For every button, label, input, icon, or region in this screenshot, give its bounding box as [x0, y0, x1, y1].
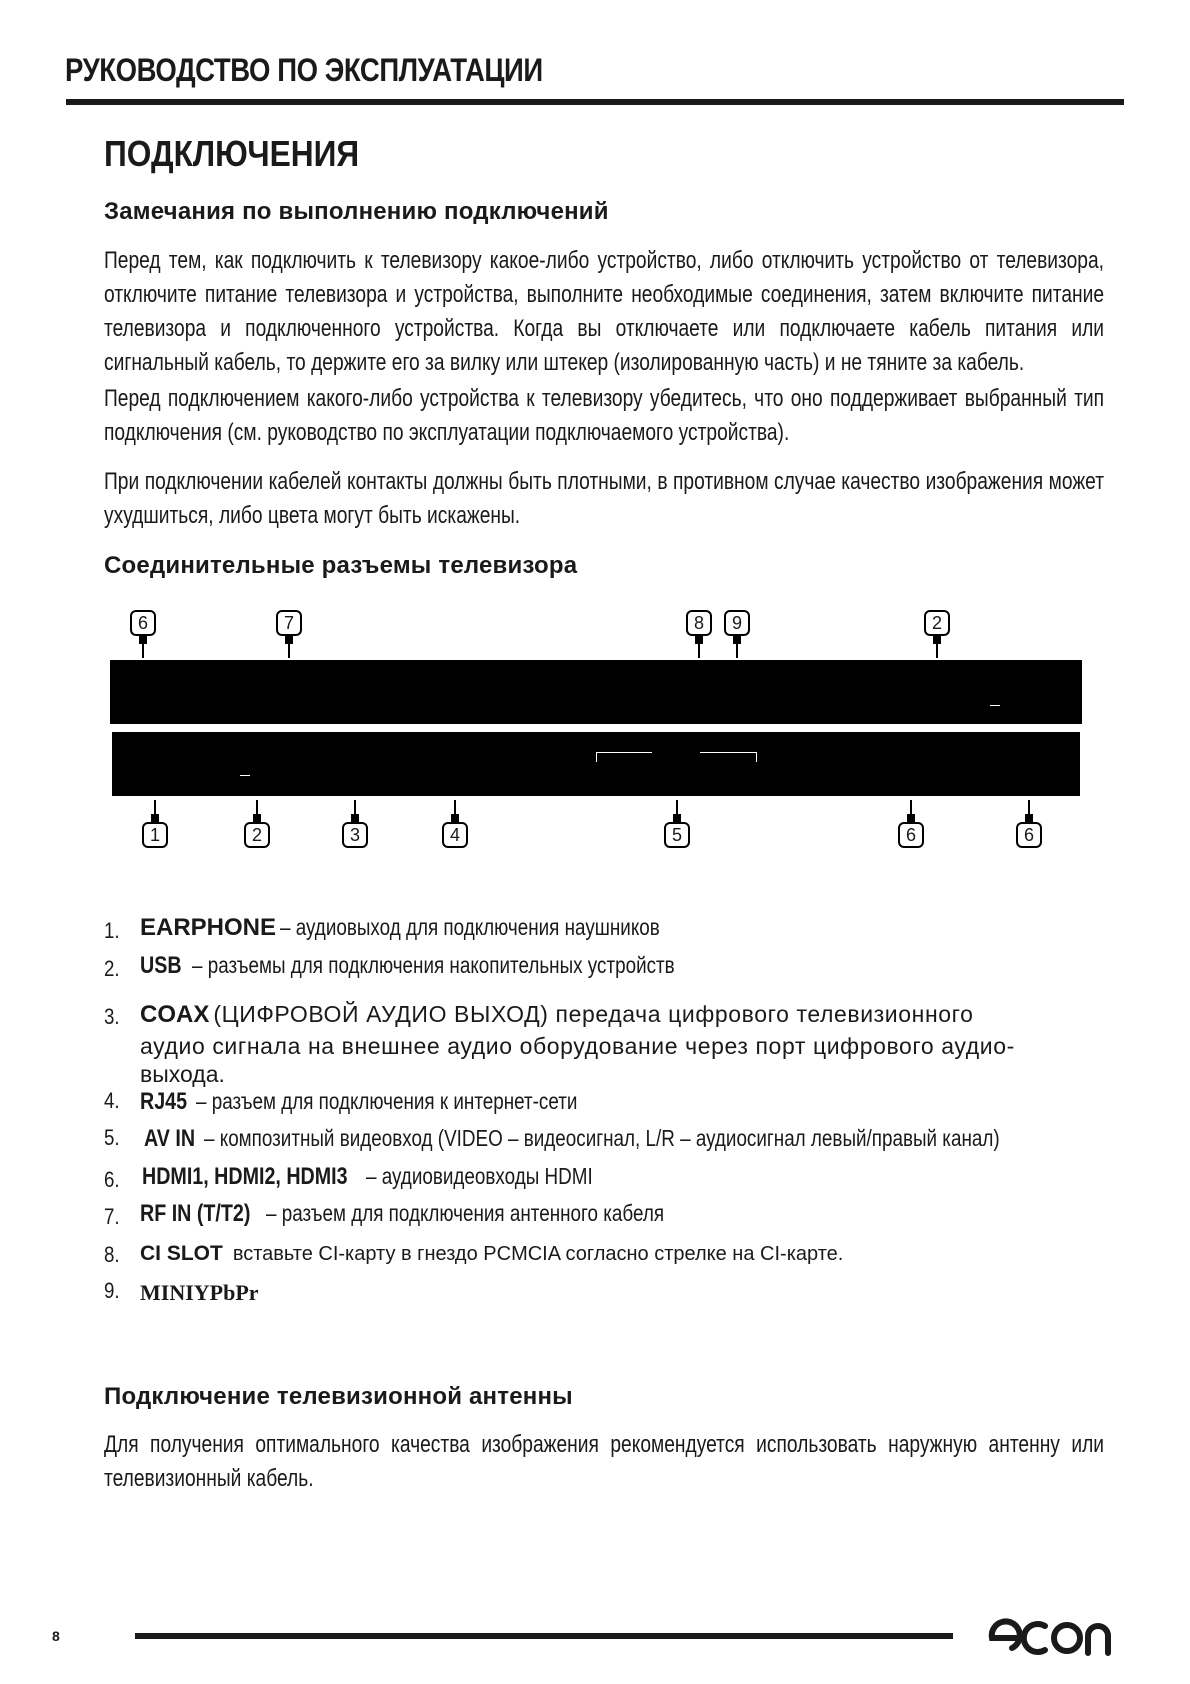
connector-name: AV IN — [144, 1125, 196, 1152]
callout-bottom-3: 3 — [342, 822, 368, 848]
callout-marker — [1025, 814, 1033, 822]
rear-panel-top — [110, 660, 1082, 724]
list-number: 1. — [104, 918, 120, 943]
callout-bottom-1: 1 — [142, 822, 168, 848]
list-number: 8. — [104, 1242, 120, 1267]
notes-heading: Замечания по выполнению подключений — [104, 198, 609, 225]
connector-name: COAX — [140, 1001, 210, 1028]
list-number: 7. — [104, 1204, 120, 1229]
connector-name: USB — [140, 952, 182, 979]
econ-logo — [985, 1608, 1115, 1663]
callout-bottom-4: 4 — [442, 822, 468, 848]
connector-desc: – аудиовыход для подключения наушников — [280, 914, 660, 940]
callout-top-9: 9 — [724, 610, 750, 636]
callout-top-8: 8 — [686, 610, 712, 636]
connector-desc: – композитный видеовход (VIDEO – видеосигнал, L/R – аудиосигнал левый/правый канал) — [204, 1125, 1000, 1151]
list-number: 6. — [104, 1167, 120, 1192]
list-number: 5. — [104, 1125, 120, 1150]
section-title: ПОДКЛЮЧЕНИЯ — [104, 133, 360, 174]
callout-marker — [151, 814, 159, 822]
callout-marker — [673, 814, 681, 822]
header-title: РУКОВОДСТВО ПО ЭКСПЛУАТАЦИИ — [65, 52, 543, 88]
callout-top-6: 6 — [130, 610, 156, 636]
av-in-bracket — [596, 752, 652, 753]
connector-desc: – разъем для подключения антенного кабеля — [266, 1200, 665, 1226]
page-number: 8 — [52, 1628, 60, 1644]
connector-desc: – разъемы для подключения накопительных устройств — [192, 952, 675, 978]
connector-desc: вставьте CI-карту в гнездо PCMCIA согласно стрелке на CI-карте. — [232, 1243, 844, 1265]
callout-marker — [253, 814, 261, 822]
connector-name: MINIYPbPr — [140, 1280, 259, 1305]
callout-bottom-2: 2 — [244, 822, 270, 848]
callout-marker — [907, 814, 915, 822]
callout-top-7: 7 — [276, 610, 302, 636]
list-number: 4. — [104, 1088, 120, 1113]
connector-name: RF IN (T/T2) — [140, 1200, 251, 1227]
list-number: 9. — [104, 1278, 120, 1303]
callout-leader — [736, 640, 738, 658]
connector-desc: аудио сигнала на внешнее аудио оборудование через порт цифрового аудио- — [140, 1033, 1015, 1059]
connector-desc: выхода. — [140, 1061, 225, 1087]
notes-paragraph-3: При подключении кабелей контакты должны быть плотными, в противном случае качество изображения может ухудшиться, либо цвета могут быть искажены. — [104, 468, 1104, 529]
connector-diagram — [110, 610, 1090, 880]
callout-bottom-6b: 6 — [1016, 822, 1042, 848]
notes-paragraph-2: Перед подключением какого-либо устройства к телевизору убедитесь, что оно поддерживает выбранный тип подключения (см. руководство по эксплуатации подключаемого устройства). — [104, 385, 1104, 446]
connector-desc: – аудиовидеовходы HDMI — [366, 1163, 593, 1189]
callout-marker — [451, 814, 459, 822]
connector-name: HDMI1, HDMI2, HDMI3 — [142, 1163, 348, 1190]
connector-name: CI SLOT — [140, 1242, 223, 1265]
connector-name: EARPHONE — [140, 914, 277, 941]
list-number: 2. — [104, 956, 120, 981]
panel-mark — [240, 775, 250, 776]
list-number: 3. — [104, 1004, 120, 1029]
callout-top-2: 2 — [924, 610, 950, 636]
connector-name: RJ45 — [140, 1088, 188, 1115]
callout-marker — [351, 814, 359, 822]
callout-leader — [936, 640, 938, 658]
rear-panel-bottom — [112, 732, 1080, 796]
av-in-bracket — [756, 752, 757, 762]
av-in-bracket — [596, 752, 597, 762]
panel-mark — [990, 705, 1000, 706]
notes-paragraph-1: Перед тем, как подключить к телевизору какое-либо устройство, либо отключить устройство от телевизора, отключите питание телевизора и устройства, выполните необходимые соединения, затем включите питание телевизора и подключенного устройства. Когда вы отключаете или подключаете кабель питания или сигнальный кабель, то держите его за вилку или штекер (изолированную часть) и не тяните за кабель. — [104, 247, 1104, 376]
connectors-heading: Соединительные разъемы телевизора — [104, 552, 578, 579]
av-in-bracket — [700, 752, 756, 753]
footer-rule — [135, 1633, 953, 1639]
callout-bottom-6a: 6 — [898, 822, 924, 848]
header-rule — [66, 99, 1124, 105]
callout-leader — [698, 640, 700, 658]
antenna-paragraph: Для получения оптимального качества изображения рекомендуется использовать наружную антенну или телевизионный кабель. — [104, 1431, 1104, 1492]
connector-desc: – разъем для подключения к интернет-сети — [196, 1088, 578, 1114]
antenna-heading: Подключение телевизионной антенны — [104, 1383, 573, 1410]
callout-bottom-5: 5 — [664, 822, 690, 848]
connector-desc: (ЦИФРОВОЙ АУДИО ВЫХОД) передача цифрового телевизионного — [213, 1001, 974, 1027]
callout-leader — [288, 640, 290, 658]
callout-leader — [142, 640, 144, 658]
econ-logo-mark — [985, 1608, 1115, 1658]
